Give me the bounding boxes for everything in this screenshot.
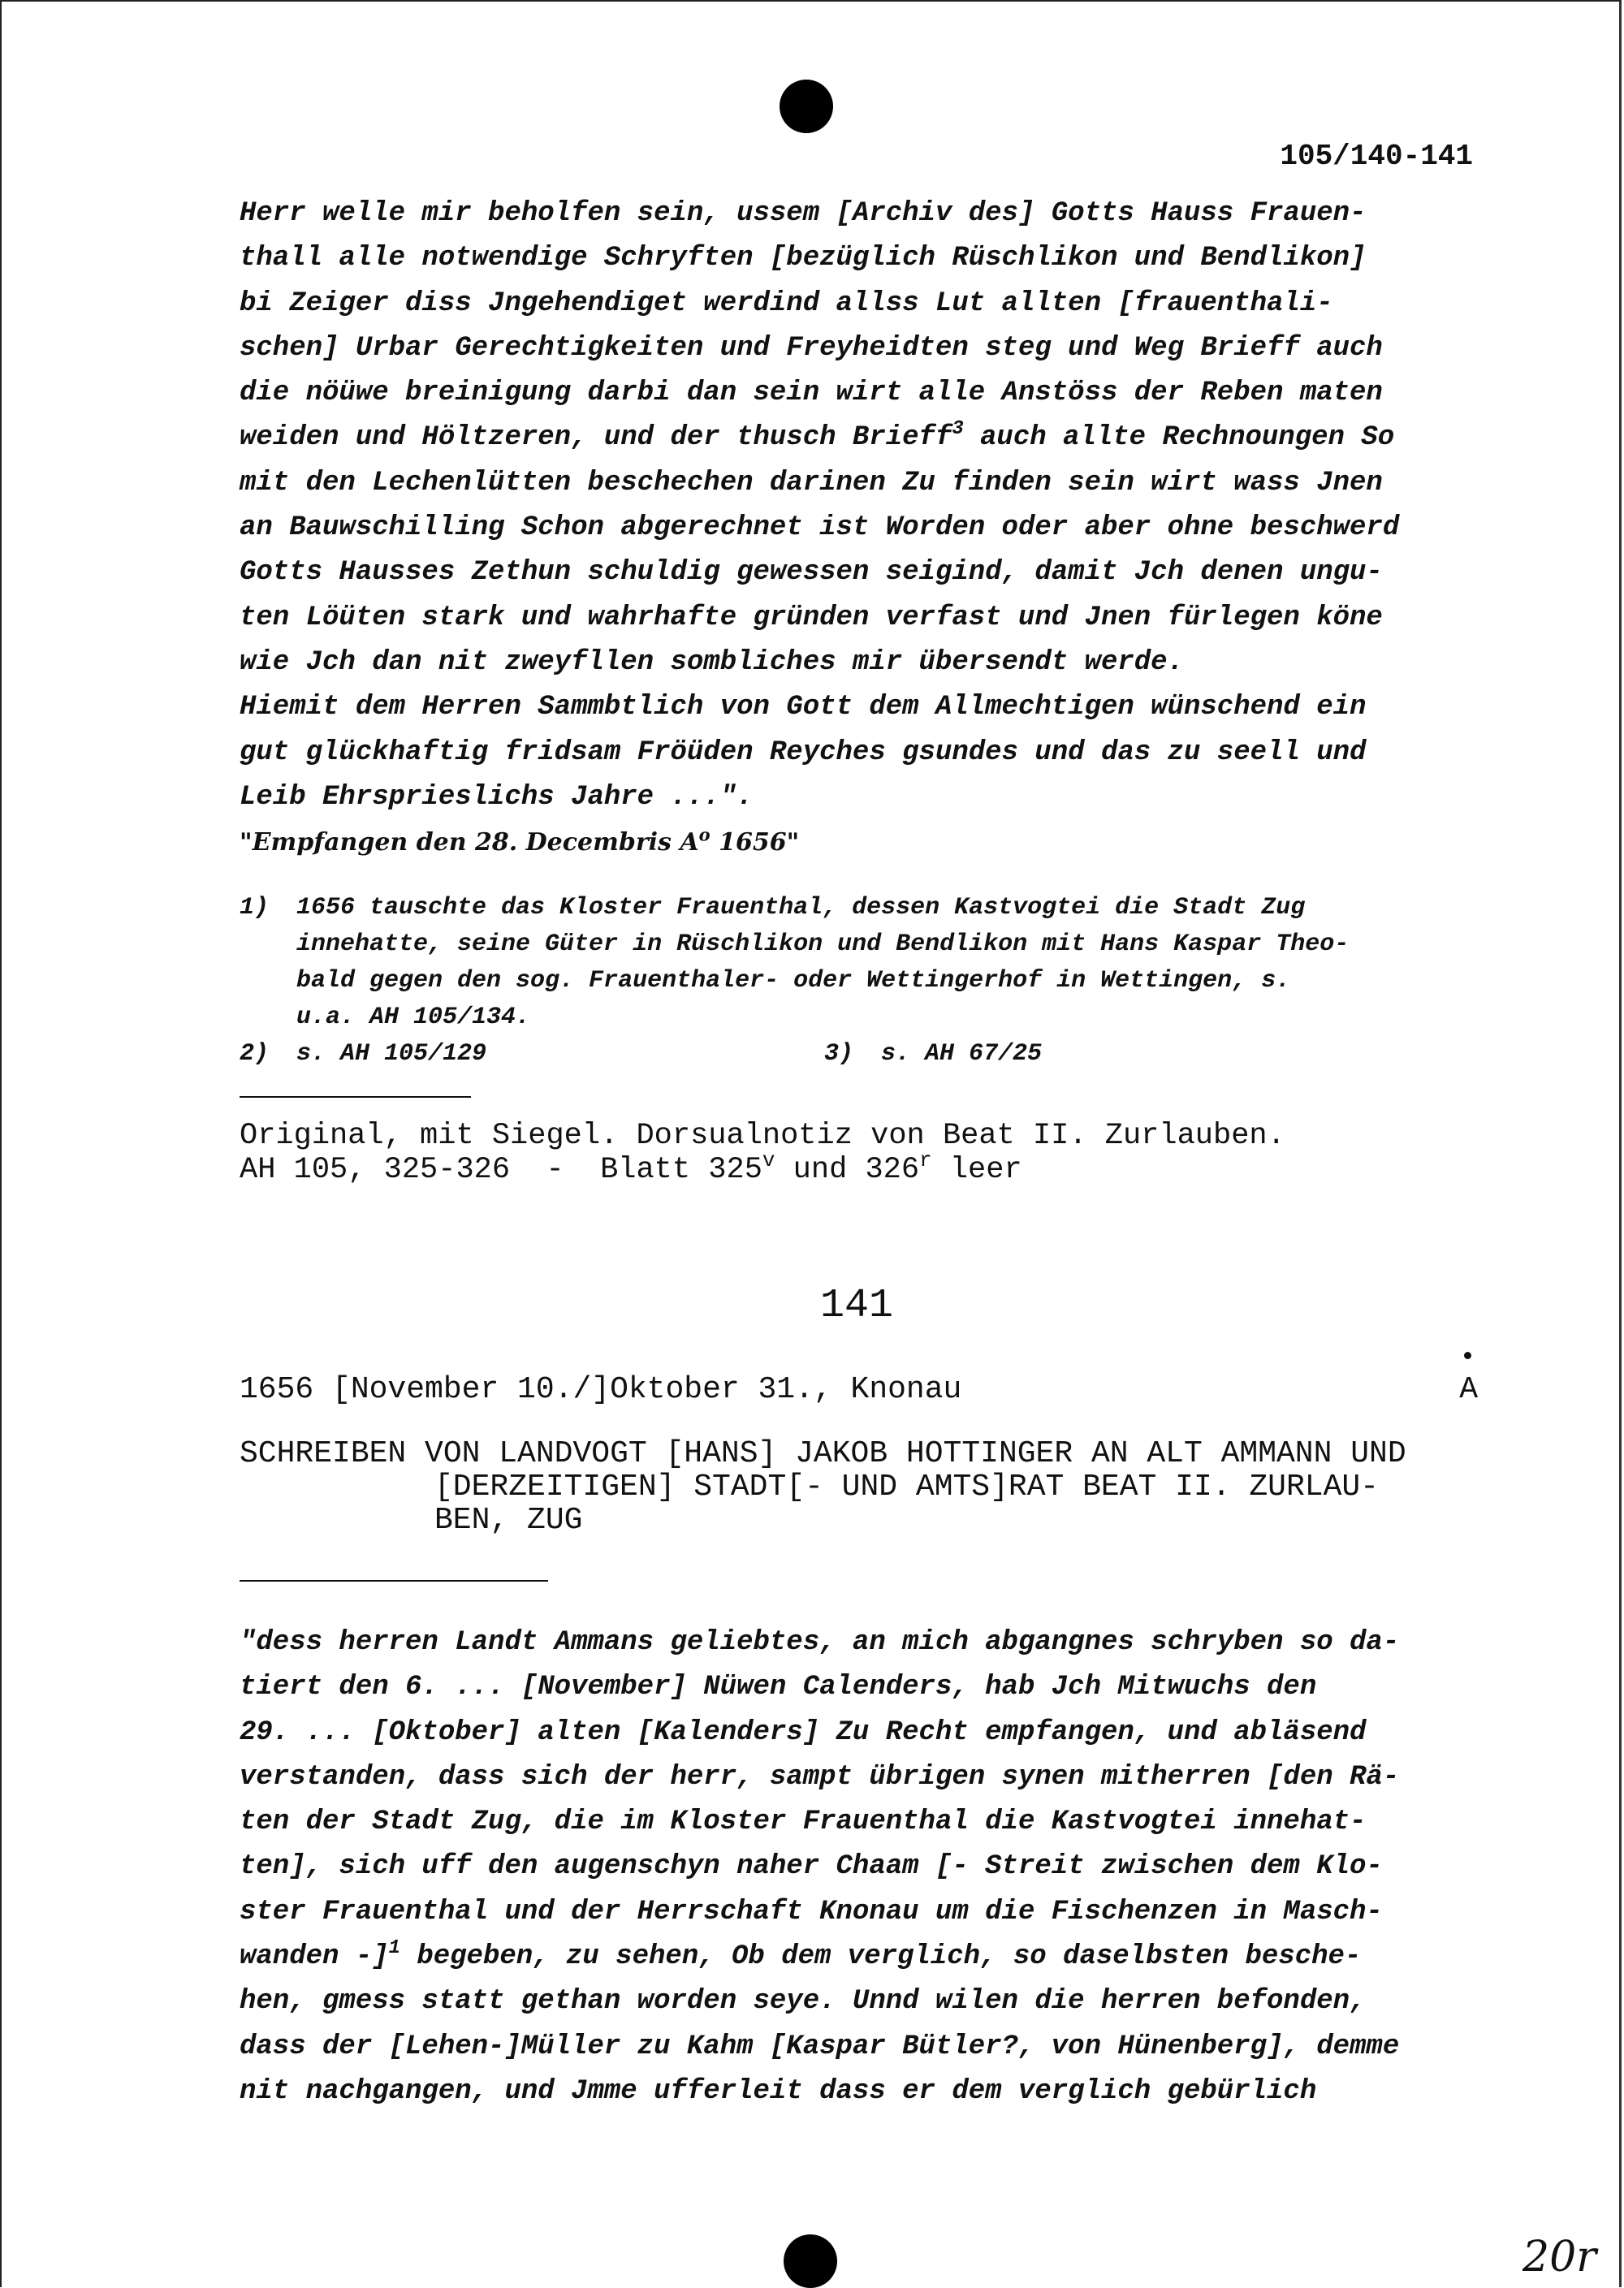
text-fragment: 1656" — [710, 828, 800, 857]
superscript: v — [762, 1147, 775, 1172]
text-line: mit den Lechenlütten beschechen darinen Zu finden sein wirt wass Jnen — [240, 467, 1383, 499]
margin-scribble: 20r — [1522, 2233, 1597, 2282]
text-line: innehatte, seine Güter in Rüschlikon und Bendlikon mit Hans Kaspar Theo- — [296, 930, 1350, 958]
footnote-text — [296, 890, 1349, 1036]
separator-rule — [240, 1096, 471, 1098]
footnote-2 — [240, 1036, 824, 1073]
footnotes-2-3 — [240, 1036, 1482, 1073]
text-line: ten], sich uff den augenschyn naher Chaam [- Streit zwischen dem Klo- — [240, 1851, 1383, 1883]
document-number: 141 — [820, 1283, 894, 1329]
text-fragment: AH 105, 325-326 - Blatt 325 — [240, 1153, 762, 1187]
text-line: nit nachgangen, und Jmme ufferleit dass er dem verglich gebürlich — [240, 2075, 1317, 2107]
superscript: r — [919, 1147, 932, 1172]
footnote-number: 2) — [240, 1040, 270, 1068]
document-title — [240, 1437, 1406, 1537]
page-reference: 105/140-141 — [1280, 140, 1473, 173]
text-line: ten Löüten stark und wahrhafte gründen verfast und Jnen fürlegen köne — [240, 602, 1383, 633]
text-line: tiert den 6. ... [November] Nüwen Calenders, hab Jch Mitwuchs den — [240, 1672, 1317, 1703]
footnote-ref: 1 — [388, 1937, 400, 1959]
received-note — [240, 820, 1482, 865]
title-line: SCHREIBEN VON LANDVOGT [HANS] JAKOB HOTTINGER AN ALT AMMANN UND — [240, 1436, 1406, 1471]
text-line: Leib Ehrsprieslichs Jahre ...". — [240, 781, 754, 813]
margin-dot — [1464, 1352, 1471, 1359]
footnote-number: 1) — [240, 894, 270, 922]
text-line: 1656 tauschte das Kloster Frauenthal, dessen Kastvogtei die Stadt Zug — [296, 894, 1306, 922]
text-line: wie Jch dan nit zweyfllen sombliches mir übersendt werde. — [240, 646, 1184, 678]
text-fragment: und 326 — [775, 1153, 920, 1187]
text-line: die nöüwe breinigung darbi dan sein wirt alle Anstöss der Reben maten — [240, 378, 1383, 409]
text-fragment: begeben, zu sehen, Ob dem verglich, so daselbsten besche- — [400, 1941, 1362, 1973]
footnote-number: 3) — [824, 1040, 854, 1068]
text-fragment: "Empfangen den 28. Decembris A — [240, 828, 699, 857]
title-line: [DERZEITIGEN] STADT[- UND AMTS]RAT BEAT II. ZURLAU- — [434, 1470, 1379, 1504]
text-line: hen, gmess statt gethan worden seye. Unnd wilen die herren befonden, — [240, 1986, 1367, 2018]
text-line: thall alle notwendige Schryften [bezüglich Rüschlikon und Bendlikon] — [240, 243, 1367, 274]
text-line: Hiemit dem Herren Sammbtlich von Gott dem Allmechtigen wünschend ein — [240, 692, 1367, 723]
text-line: verstanden, dass sich der herr, sampt übrigen synen mitherren [den Rä- — [240, 1761, 1400, 1793]
footnote-3 — [824, 1036, 1042, 1073]
text-line: ten der Stadt Zug, die im Kloster Frauenthal die Kastvogtei innehat- — [240, 1807, 1367, 1838]
document-type: A — [1459, 1372, 1478, 1407]
date-place: 1656 [November 10./]Oktober 31., Knonau — [240, 1372, 962, 1407]
separator-rule — [240, 1580, 548, 1582]
text-line: bi Zeiger diss Jngehendiget werdind allss Lut allten [frauenthali- — [240, 287, 1333, 319]
footnote-text: s. AH 67/25 — [881, 1040, 1043, 1068]
letter-141-text — [240, 1621, 1482, 2114]
text-line: schen] Urbar Gerechtigkeiten und Freyheidten steg und Weg Brieff auch — [240, 332, 1383, 364]
text-fragment: leer — [931, 1153, 1022, 1187]
punch-hole-top — [780, 80, 833, 133]
source-note — [240, 1119, 1482, 1187]
text-line: 29. ... [Oktober] alten [Kalenders] Zu Recht empfangen, und abläsend — [240, 1716, 1367, 1748]
footnote-1 — [240, 890, 1482, 1036]
date-line — [240, 1372, 1478, 1407]
text-fragment: auch allte Rechnoungen So — [963, 422, 1395, 454]
text-line: Gotts Hausses Zethun schuldig gewessen seigind, damit Jch denen ungu- — [240, 557, 1383, 589]
letter-140-text — [240, 192, 1482, 865]
source-line-1: Original, mit Siegel. Dorsualnotiz von Beat II. Zurlauben. — [240, 1119, 1285, 1153]
footnotes — [240, 890, 1482, 1073]
text-line: an Bauwschilling Schon abgerechnet ist Worden oder aber ohne beschwerd — [240, 512, 1400, 544]
text-fragment: weiden und Höltzeren, und der thusch Brieff — [240, 422, 952, 454]
superscript: o — [698, 824, 710, 845]
text-fragment: wanden -] — [240, 1941, 389, 1973]
text-line: bald gegen den sog. Frauenthaler- oder Wettingerhof in Wettingen, s. — [296, 967, 1291, 995]
source-line-2 — [240, 1147, 1482, 1187]
text-line: ster Frauenthal und der Herrschaft Knonau um die Fischenzen in Masch- — [240, 1896, 1383, 1928]
text-line: gut glückhaftig fridsam Fröüden Reyches gsundes und das zu seell und — [240, 736, 1367, 768]
title-line: BEN, ZUG — [434, 1503, 583, 1538]
text-line: Herr welle mir beholfen sein, ussem [Archiv des] Gotts Hauss Frauen- — [240, 198, 1367, 229]
footnote-text: s. AH 105/129 — [296, 1040, 487, 1068]
text-line: dass der [Lehen-]Müller zu Kahm [Kaspar Bütler?, von Hünenberg], demme — [240, 2031, 1400, 2062]
text-line-with-footnote — [240, 1935, 1482, 1979]
text-line: "dess herren Landt Ammans geliebtes, an mich abgangnes schryben so da- — [240, 1627, 1400, 1658]
text-line-with-footnote — [240, 416, 1482, 460]
text-line: u.a. AH 105/134. — [296, 1004, 531, 1031]
punch-hole-bottom — [784, 2234, 837, 2288]
footnote-ref: 3 — [952, 418, 964, 441]
